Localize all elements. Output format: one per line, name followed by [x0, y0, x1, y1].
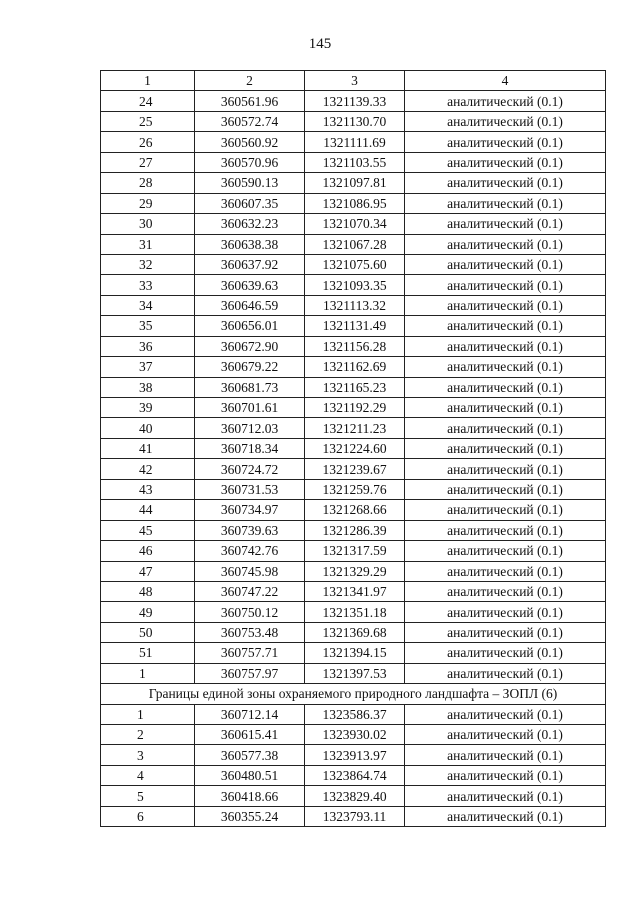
x-coordinate-cell: 360590.13: [195, 173, 305, 193]
x-coordinate-cell: 360355.24: [195, 806, 305, 826]
y-coordinate-cell: 1321156.28: [305, 336, 405, 356]
method-cell: аналитический (0.1): [405, 520, 606, 540]
method-cell: аналитический (0.1): [405, 643, 606, 663]
table-row: [101, 234, 606, 254]
y-coordinate-cell: 1321086.95: [305, 193, 405, 213]
x-coordinate-cell: 360701.61: [195, 398, 305, 418]
method-cell: аналитический (0.1): [405, 704, 606, 724]
point-number-cell: 34: [101, 295, 195, 315]
table-row: [101, 459, 606, 479]
y-coordinate-cell: 1323930.02: [305, 725, 405, 745]
y-coordinate-cell: 1321093.35: [305, 275, 405, 295]
method-cell: аналитический (0.1): [405, 581, 606, 601]
point-number-cell: 32: [101, 254, 195, 274]
method-cell: аналитический (0.1): [405, 541, 606, 561]
y-coordinate-cell: 1323864.74: [305, 765, 405, 785]
table-row: [101, 336, 606, 356]
x-coordinate-cell: 360734.97: [195, 500, 305, 520]
table-row: [101, 357, 606, 377]
table-row: [101, 602, 606, 622]
method-cell: аналитический (0.1): [405, 745, 606, 765]
y-coordinate-cell: 1321341.97: [305, 581, 405, 601]
y-coordinate-cell: 1321369.68: [305, 622, 405, 642]
point-number-cell: 41: [101, 438, 195, 458]
lower-rows: [101, 704, 606, 827]
point-number-cell: 47: [101, 561, 195, 581]
method-cell: аналитический (0.1): [405, 725, 606, 745]
y-coordinate-cell: 1321224.60: [305, 438, 405, 458]
y-coordinate-cell: 1321397.53: [305, 663, 405, 683]
point-number-cell: 4: [101, 765, 195, 785]
method-cell: аналитический (0.1): [405, 561, 606, 581]
table-row: [101, 173, 606, 193]
table-row: [101, 520, 606, 540]
point-number-cell: 1: [101, 663, 195, 683]
point-number-cell: 46: [101, 541, 195, 561]
y-coordinate-cell: 1321211.23: [305, 418, 405, 438]
x-coordinate-cell: 360747.22: [195, 581, 305, 601]
point-number-cell: 24: [101, 91, 195, 111]
method-cell: аналитический (0.1): [405, 295, 606, 315]
y-coordinate-cell: 1323793.11: [305, 806, 405, 826]
table-header-row: [101, 71, 606, 91]
point-number-cell: 35: [101, 316, 195, 336]
method-cell: аналитический (0.1): [405, 438, 606, 458]
point-number-cell: 51: [101, 643, 195, 663]
x-coordinate-cell: 360742.76: [195, 541, 305, 561]
method-cell: аналитический (0.1): [405, 663, 606, 683]
table-row: [101, 745, 606, 765]
method-cell: аналитический (0.1): [405, 111, 606, 131]
upper-rows: [101, 91, 606, 684]
table-row: [101, 152, 606, 172]
point-number-cell: 50: [101, 622, 195, 642]
x-coordinate-cell: 360750.12: [195, 602, 305, 622]
table-row: [101, 786, 606, 806]
table-row: [101, 418, 606, 438]
x-coordinate-cell: 360480.51: [195, 765, 305, 785]
method-cell: аналитический (0.1): [405, 806, 606, 826]
point-number-cell: 5: [101, 786, 195, 806]
section-header: [101, 684, 606, 704]
x-coordinate-cell: 360418.66: [195, 786, 305, 806]
y-coordinate-cell: 1321130.70: [305, 111, 405, 131]
x-coordinate-cell: 360570.96: [195, 152, 305, 172]
point-number-cell: 26: [101, 132, 195, 152]
table-row: [101, 663, 606, 683]
x-coordinate-cell: 360745.98: [195, 561, 305, 581]
table-row: [101, 561, 606, 581]
method-cell: аналитический (0.1): [405, 336, 606, 356]
point-number-cell: 28: [101, 173, 195, 193]
x-coordinate-cell: 360560.92: [195, 132, 305, 152]
method-cell: аналитический (0.1): [405, 91, 606, 111]
method-cell: аналитический (0.1): [405, 602, 606, 622]
table-row: [101, 806, 606, 826]
point-number-cell: 39: [101, 398, 195, 418]
x-coordinate-cell: 360572.74: [195, 111, 305, 131]
point-number-cell: 1: [101, 704, 195, 724]
point-number-cell: 31: [101, 234, 195, 254]
y-coordinate-cell: 1321103.55: [305, 152, 405, 172]
coordinates-table: [100, 70, 606, 827]
section-title: Границы единой зоны охраняемого природного ландшафта – ЗОПЛ (6): [101, 684, 606, 704]
method-cell: аналитический (0.1): [405, 786, 606, 806]
page-number: 145: [308, 36, 332, 52]
y-coordinate-cell: 1323829.40: [305, 786, 405, 806]
point-number-cell: 29: [101, 193, 195, 213]
table-row: [101, 581, 606, 601]
point-number-cell: 48: [101, 581, 195, 601]
method-cell: аналитический (0.1): [405, 765, 606, 785]
table-row: [101, 398, 606, 418]
y-coordinate-cell: 1321192.29: [305, 398, 405, 418]
method-cell: аналитический (0.1): [405, 214, 606, 234]
method-cell: аналитический (0.1): [405, 275, 606, 295]
table-row: [101, 500, 606, 520]
point-number-cell: 25: [101, 111, 195, 131]
x-coordinate-cell: 360637.92: [195, 254, 305, 274]
y-coordinate-cell: 1321259.76: [305, 479, 405, 499]
x-coordinate-cell: 360724.72: [195, 459, 305, 479]
x-coordinate-cell: 360638.38: [195, 234, 305, 254]
x-coordinate-cell: 360679.22: [195, 357, 305, 377]
point-number-cell: 6: [101, 806, 195, 826]
point-number-cell: 37: [101, 357, 195, 377]
y-coordinate-cell: 1321070.34: [305, 214, 405, 234]
table-row: [101, 765, 606, 785]
x-coordinate-cell: 360712.03: [195, 418, 305, 438]
y-coordinate-cell: 1321165.23: [305, 377, 405, 397]
y-coordinate-cell: 1321075.60: [305, 254, 405, 274]
x-coordinate-cell: 360757.71: [195, 643, 305, 663]
y-coordinate-cell: 1321131.49: [305, 316, 405, 336]
y-coordinate-cell: 1321394.15: [305, 643, 405, 663]
table-row: [101, 438, 606, 458]
table-row: [101, 214, 606, 234]
table-row: [101, 622, 606, 642]
method-cell: аналитический (0.1): [405, 173, 606, 193]
y-coordinate-cell: 1321329.29: [305, 561, 405, 581]
point-number-cell: 49: [101, 602, 195, 622]
y-coordinate-cell: 1321268.66: [305, 500, 405, 520]
x-coordinate-cell: 360672.90: [195, 336, 305, 356]
y-coordinate-cell: 1321097.81: [305, 173, 405, 193]
x-coordinate-cell: 360561.96: [195, 91, 305, 111]
point-number-cell: 44: [101, 500, 195, 520]
x-coordinate-cell: 360615.41: [195, 725, 305, 745]
x-coordinate-cell: 360639.63: [195, 275, 305, 295]
x-coordinate-cell: 360757.97: [195, 663, 305, 683]
section-title-row: [101, 684, 606, 704]
method-cell: аналитический (0.1): [405, 479, 606, 499]
y-coordinate-cell: 1321286.39: [305, 520, 405, 540]
method-cell: аналитический (0.1): [405, 254, 606, 274]
y-coordinate-cell: 1321162.69: [305, 357, 405, 377]
table-row: [101, 541, 606, 561]
point-number-cell: 45: [101, 520, 195, 540]
x-coordinate-cell: 360632.23: [195, 214, 305, 234]
x-coordinate-cell: 360607.35: [195, 193, 305, 213]
table-row: [101, 704, 606, 724]
table-row: [101, 377, 606, 397]
method-cell: аналитический (0.1): [405, 459, 606, 479]
point-number-cell: 40: [101, 418, 195, 438]
y-coordinate-cell: 1323913.97: [305, 745, 405, 765]
y-coordinate-cell: 1321113.32: [305, 295, 405, 315]
y-coordinate-cell: 1321239.67: [305, 459, 405, 479]
table-row: [101, 132, 606, 152]
y-coordinate-cell: 1323586.37: [305, 704, 405, 724]
method-cell: аналитический (0.1): [405, 357, 606, 377]
x-coordinate-cell: 360577.38: [195, 745, 305, 765]
table-row: [101, 316, 606, 336]
x-coordinate-cell: 360712.14: [195, 704, 305, 724]
table-row: [101, 295, 606, 315]
point-number-cell: 2: [101, 725, 195, 745]
x-coordinate-cell: 360731.53: [195, 479, 305, 499]
method-cell: аналитический (0.1): [405, 418, 606, 438]
table-row: [101, 275, 606, 295]
column-header-2: 2: [195, 71, 305, 91]
table-row: [101, 479, 606, 499]
point-number-cell: 38: [101, 377, 195, 397]
table-row: [101, 91, 606, 111]
y-coordinate-cell: 1321067.28: [305, 234, 405, 254]
method-cell: аналитический (0.1): [405, 398, 606, 418]
x-coordinate-cell: 360681.73: [195, 377, 305, 397]
point-number-cell: 30: [101, 214, 195, 234]
x-coordinate-cell: 360739.63: [195, 520, 305, 540]
point-number-cell: 27: [101, 152, 195, 172]
column-header-1: 1: [101, 71, 195, 91]
table-row: [101, 643, 606, 663]
method-cell: аналитический (0.1): [405, 193, 606, 213]
column-header-3: 3: [305, 71, 405, 91]
table-row: [101, 193, 606, 213]
table-row: [101, 254, 606, 274]
table-row: [101, 725, 606, 745]
y-coordinate-cell: 1321351.18: [305, 602, 405, 622]
method-cell: аналитический (0.1): [405, 500, 606, 520]
column-header-4: 4: [405, 71, 606, 91]
method-cell: аналитический (0.1): [405, 132, 606, 152]
point-number-cell: 3: [101, 745, 195, 765]
method-cell: аналитический (0.1): [405, 234, 606, 254]
method-cell: аналитический (0.1): [405, 377, 606, 397]
y-coordinate-cell: 1321139.33: [305, 91, 405, 111]
y-coordinate-cell: 1321111.69: [305, 132, 405, 152]
point-number-cell: 36: [101, 336, 195, 356]
x-coordinate-cell: 360656.01: [195, 316, 305, 336]
table-row: [101, 111, 606, 131]
method-cell: аналитический (0.1): [405, 152, 606, 172]
x-coordinate-cell: 360718.34: [195, 438, 305, 458]
x-coordinate-cell: 360646.59: [195, 295, 305, 315]
method-cell: аналитический (0.1): [405, 622, 606, 642]
point-number-cell: 43: [101, 479, 195, 499]
method-cell: аналитический (0.1): [405, 316, 606, 336]
point-number-cell: 42: [101, 459, 195, 479]
x-coordinate-cell: 360753.48: [195, 622, 305, 642]
point-number-cell: 33: [101, 275, 195, 295]
y-coordinate-cell: 1321317.59: [305, 541, 405, 561]
